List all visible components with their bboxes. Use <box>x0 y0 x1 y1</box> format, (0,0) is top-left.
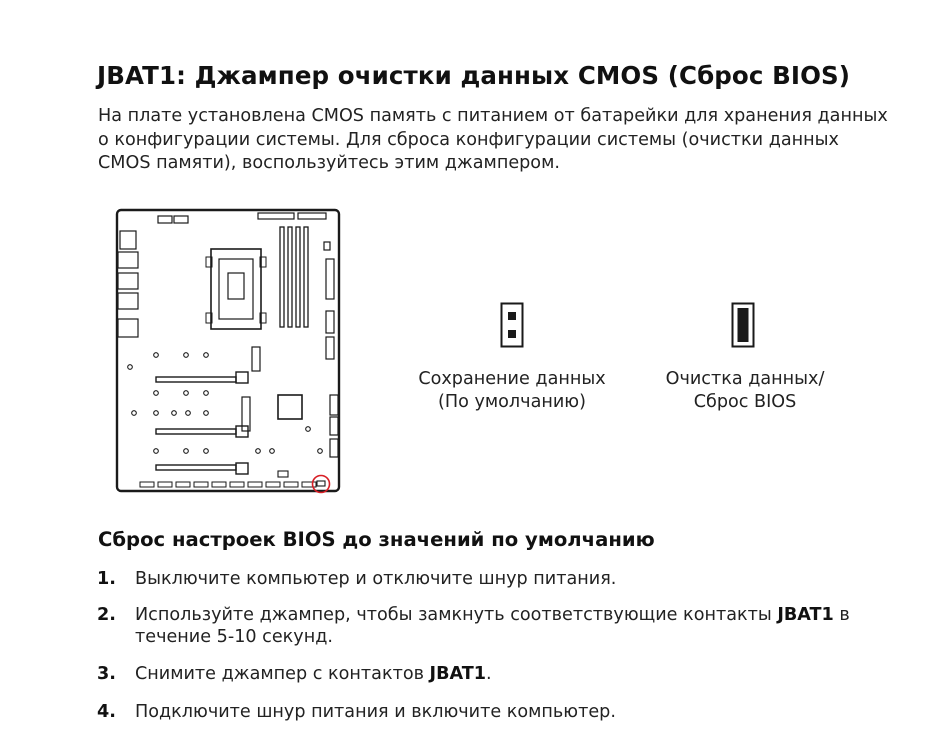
page-title: JBAT1: Джампер очистки данных CMOS (Сброс BIOS) <box>97 61 851 90</box>
intro-line: о конфигурации системы. Для сброса конфигурации системы (очистки данных <box>98 129 839 150</box>
jumper-name: JBAT1 <box>429 664 486 684</box>
caption-line: Сохранение данных <box>418 369 606 389</box>
intro-line: На плате установлена CMOS память с питанием от батарейки для хранения данных <box>98 106 888 126</box>
step-number: 2. <box>97 605 116 625</box>
caption-line: Очистка данных/ <box>665 369 825 389</box>
step-text: Выключите компьютер и отключите шнур питания. <box>135 569 617 589</box>
intro-line: CMOS памяти), воспользуйтесь этим джампером. <box>98 153 560 173</box>
step-number: 1. <box>97 569 116 589</box>
jumper-closed-caption <box>645 368 845 413</box>
chipset <box>278 395 302 419</box>
jumper-closed-diagram <box>731 302 755 348</box>
board-outline <box>117 210 339 491</box>
step-number: 4. <box>97 702 116 722</box>
jumper-open-diagram <box>500 302 524 348</box>
step-text: Используйте джампер, чтобы замкнуть соответствующие контакты JBAT1 в течение 5-10 секунд. <box>135 605 850 647</box>
motherboard-diagram <box>110 207 342 495</box>
step-text: Подключите шнур питания и включите компьютер. <box>135 702 616 722</box>
step-number: 3. <box>97 664 116 684</box>
jumper-name: JBAT1 <box>777 605 834 625</box>
caption-line: (По умолчанию) <box>438 391 586 412</box>
jumper-open-caption <box>412 368 612 413</box>
caption-line: Сброс BIOS <box>693 391 797 412</box>
intro-paragraph <box>98 105 898 176</box>
step-text: Снимите джампер с контактов JBAT1. <box>135 664 492 684</box>
section-subtitle: Сброс настроек BIOS до значений по умолчанию <box>98 528 655 551</box>
